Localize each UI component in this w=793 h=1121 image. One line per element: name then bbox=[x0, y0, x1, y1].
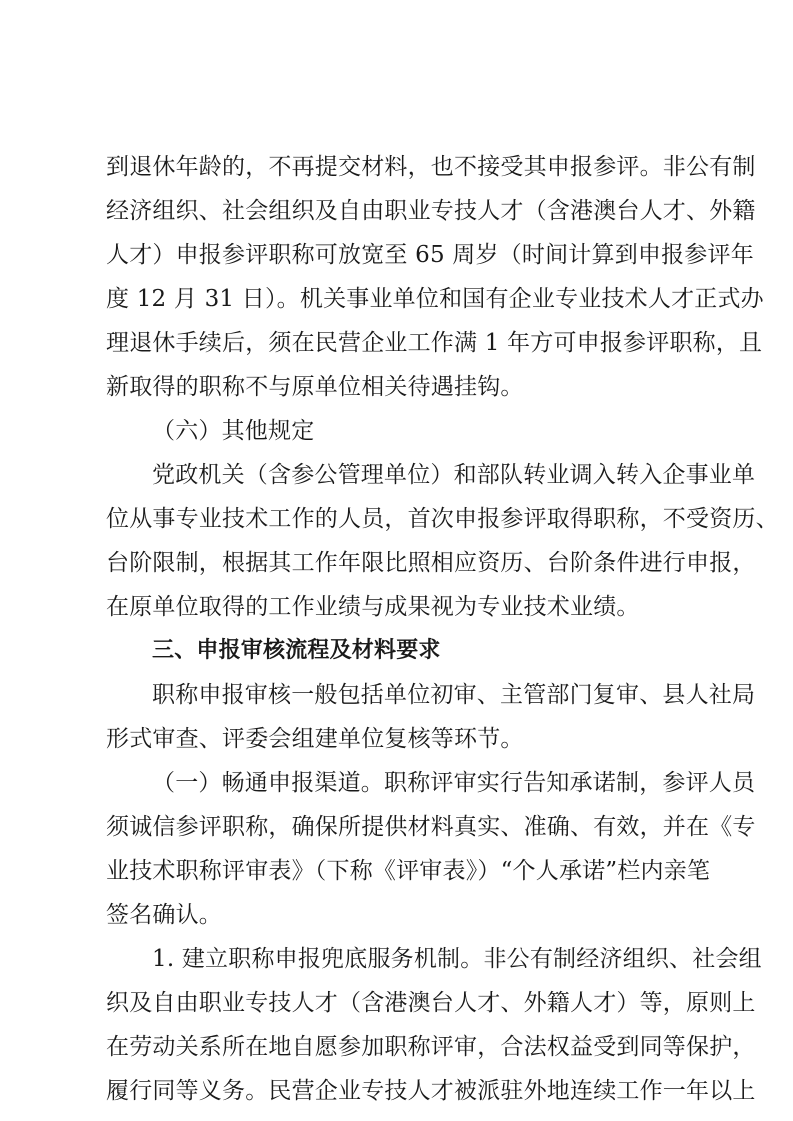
text-line: 经济组织、社会组织及自由职业专技人才（含港澳台人才、外籍 bbox=[106, 198, 756, 224]
text-line: 理退休手续后，须在民营企业工作满 1 年方可申报参评职称，且 bbox=[106, 330, 763, 356]
text-line: 人才）申报参评职称可放宽至 65 周岁（时间计算到申报参评年 bbox=[106, 242, 754, 268]
text-line: 签名确认。 bbox=[106, 902, 222, 928]
text-line: 台阶限制，根据其工作年限比照相应资历、台阶条件进行申报， bbox=[106, 550, 756, 576]
text-line: 织及自由职业专技人才（含港澳台人才、外籍人才）等，原则上 bbox=[106, 990, 756, 1016]
text-line: 度 12 月 31 日）。机关事业单位和国有企业专业技术人才正式办 bbox=[106, 286, 764, 312]
text-line: 须诚信参评职称，确保所提供材料真实、准确、有效，并在《专 bbox=[106, 814, 756, 840]
text-line: 业技术职称评审表》（下称《评审表》）“个人承诺”栏内亲笔 bbox=[106, 858, 711, 884]
paragraph-first-line: 党政机关（含参公管理单位）和部队转业调入转入企事业单 bbox=[152, 462, 756, 488]
text-line: 形式审查、评委会组建单位复核等环节。 bbox=[106, 726, 524, 752]
text-line: 履行同等义务。民营企业专技人才被派驻外地连续工作一年以上 bbox=[106, 1078, 756, 1104]
section-subheading: （六）其他规定 bbox=[152, 418, 315, 444]
text-line: 在原单位取得的工作业绩与成果视为专业技术业绩。 bbox=[106, 594, 640, 620]
text-line: 到退休年龄的，不再提交材料，也不接受其申报参评。非公有制 bbox=[106, 154, 756, 180]
section-heading: 三、申报审核流程及材料要求 bbox=[152, 638, 441, 663]
text-line: 位从事专业技术工作的人员，首次申报参评取得职称，不受资历、 bbox=[106, 506, 779, 532]
text-line: 在劳动关系所在地自愿参加职称评审，合法权益受到同等保护， bbox=[106, 1034, 756, 1060]
paragraph-first-line: 1. 建立职称申报兜底服务机制。非公有制经济组织、社会组 bbox=[152, 946, 762, 972]
text-line: 新取得的职称不与原单位相关待遇挂钩。 bbox=[106, 374, 524, 400]
paragraph-first-line: （一）畅通申报渠道。职称评审实行告知承诺制，参评人员 bbox=[152, 770, 756, 796]
paragraph-first-line: 职称申报审核一般包括单位初审、主管部门复审、县人社局 bbox=[152, 682, 756, 708]
